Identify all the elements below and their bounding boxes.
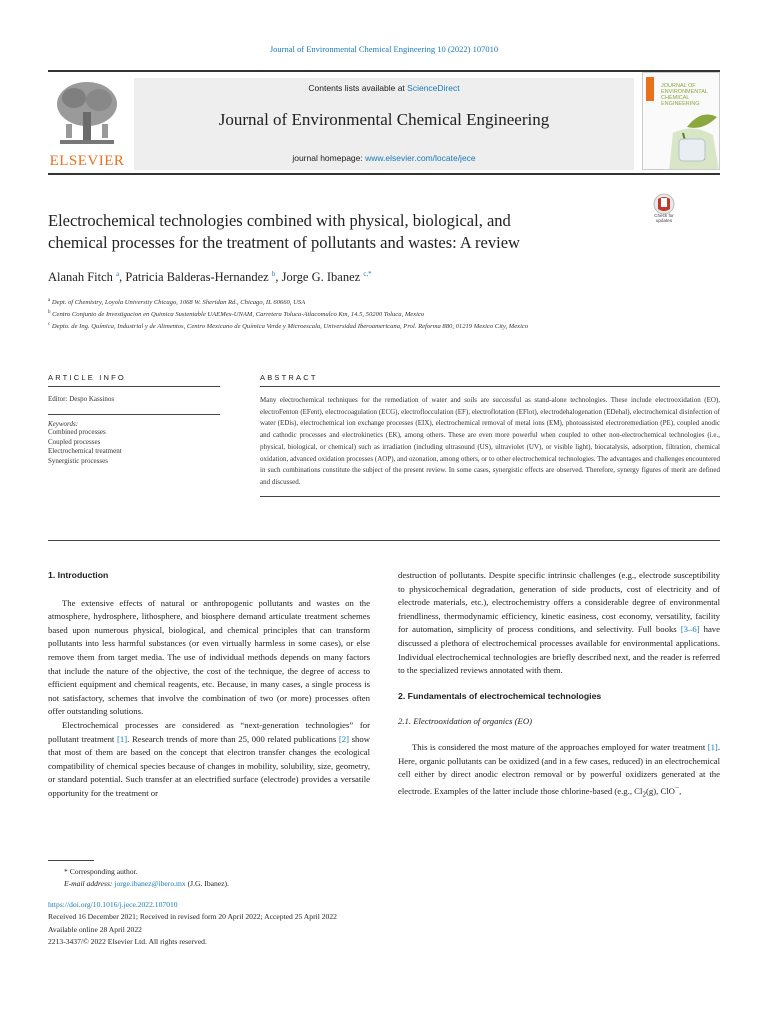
abstract-section [260, 386, 720, 497]
citation-link[interactable]: [3–6] [680, 624, 700, 635]
email-link[interactable]: jorge.ibanez@ibero.mx [114, 879, 186, 889]
keyword-item: Synergistic processes [48, 456, 108, 465]
sciencedirect-link[interactable]: ScienceDirect [407, 83, 460, 93]
article-info-label: ARTICLE INFO [48, 373, 126, 382]
keyword-item: Combined processes [48, 428, 106, 436]
affiliation-item: $^a$ Dept. of Chemistry, Loyola University Chicago, 1068 W. Sheridan Rd., Chicago, IL 60660, USA [48, 298, 306, 307]
author-affil-marker[interactable]: b [271, 270, 276, 278]
cover-title: JOURNAL OF ENVIRONMENTAL CHEMICAL ENGINEERING [661, 83, 708, 107]
citation-link[interactable]: [1] [116, 733, 128, 744]
abstract-label: ABSTRACT [260, 373, 318, 382]
check-for-updates-label[interactable]: Check for updates [654, 213, 674, 223]
doi-link[interactable]: https://doi.org/10.1016/j.jece.2022.107010 [48, 900, 178, 909]
footnotes [48, 866, 448, 891]
available-online: Available online 28 April 2022 [48, 924, 142, 934]
body-paragraph: Electrochemical processes are considered as “next-generation technologies” for pollutant treatment [1]. Research trends of more than 25, 000 related publications [2] show that most of them are based on the concept that electron transfer changes the ecological compatibility of chemical species because of changes in mobility, solubility, size, geometry, or standard potential. Such transfer at an electrified surface (electrode) provides a versatile opportunity for the treatment or [48, 719, 370, 798]
journal-banner [134, 78, 634, 170]
masthead-rule [48, 173, 720, 175]
affiliation-item: $^c$ Depto. de Ing. Química, Industrial y de Alimentos, Centro Mexicano de Química Verde y Microescala, Universidad Iberoamericana, Prol. Reforma 880, 01219 Mexico City, Mexico [48, 322, 529, 331]
author-affil-marker[interactable]: c,* [363, 270, 372, 278]
elsevier-wordmark: ELSEVIER [49, 153, 125, 169]
keyword-item: Electrochemical treatment [48, 447, 122, 455]
author-name[interactable]: Jorge G. Ibanez [281, 270, 361, 285]
homepage-link[interactable]: www.elsevier.com/locate/jece [365, 153, 476, 163]
masthead [48, 70, 720, 170]
author-name[interactable]: Alanah Fitch [48, 270, 113, 285]
homepage-line: journal homepage: www.elsevier.com/locate/jece [292, 153, 476, 163]
section-heading-introduction: 1. Introduction [48, 570, 109, 580]
author-list: Alanah Fitch $^a$, Patricia Balderas-Hernandez $^b$, Jorge G. Ibanez $^{c,*}$ [48, 270, 372, 285]
citation-link[interactable]: [1] [707, 741, 718, 752]
keyword-item: Coupled processes [48, 437, 101, 446]
elsevier-logo[interactable] [48, 78, 126, 170]
body-paragraph: destruction of pollutants. Despite specific intrinsic challenges (e.g., electrode susceptibility to physicochemical degradation, generation of side products, cost of electricity and of electrode materials, etc.), electrochemistry offers a considerable degree of environmental friendliness, thermodynamic efficiency, kinetic easiness, cost economy, versatility, facility for automation, simplicity of process conditions, and selectivity. Full books [3–6] have discussed a plethora of electrochemical processes available for environmental applications. Individual electrochemical technologies are briefly described next, and the reader is referred to the specialized reviews annotated with them. [398, 570, 720, 676]
editor-line: Editor: Despo Kassinos [48, 387, 220, 415]
body-paragraph: This is considered the most mature of the approaches employed for water treatment [1]. Here, organic pollutants can be oxidized (and in a few cases, reduced) in an electrochemical cell either by direct anodic electron removal or by powerful oxidizers generated at the electrode. Examples of the latter include those chlorine-based (e.g., $Cl_2(g)$, ClO−, [398, 741, 720, 799]
footnote-rule [48, 860, 94, 861]
body-right-column [398, 569, 720, 802]
article-metadata [48, 899, 548, 949]
affiliation-item: $^b$ Centro Conjunto de Investigacion en Quimica Sustentable UAEMex-UNAM, Carretera Toluca-Atlacomulco Km, 14.5, 50200 Toluca, Mexico [48, 310, 425, 319]
section-heading-fundamentals: 2. Fundamentals of electrochemical technologies [398, 690, 602, 701]
body-left-column [48, 569, 370, 801]
elsevier-tree-icon [54, 78, 120, 150]
journal-cover-thumbnail[interactable] [642, 72, 720, 170]
received-dates: Received 16 December 2021; Received in revised form 20 April 2022; Accepted 25 April 2022 [48, 912, 337, 922]
article-info [48, 386, 220, 466]
author-name[interactable]: Patricia Balderas-Hernandez [125, 270, 269, 285]
affiliations [48, 296, 638, 333]
corresponding-author-note: * Corresponding author. [64, 867, 138, 876]
contents-line: Contents lists available at ScienceDirect [308, 83, 460, 93]
keywords-heading: Keywords: [48, 420, 79, 428]
abstract-text: Many electrochemical techniques for the remediation of water and soils are successful as stand-alone technologies. These include electrooxidation (EO), electroFenton (EFent), electrocoagulation (ECG), electroflocculation (EF), electroflotation (EFlot), electrodehalogenation (EDehal), electrochemical disinfection of water (EDis), electrochemical ion exchange processes (EIX), electrochemical removal of metal ions (EM), photoassisted electroremediation (PE), coupled anodic and cathodic processes and electrokinetics (EK), among others. These are even more powerful when coupled to other non-electrochemical technologies (i.e., physical, biological, or chemical) such as irradiation (including ultrasound (US), ultraviolet (UV), or visible light), biocatalysis, adsorption, filtration, chemical oxidation, advanced oxidation processes (AOP), and ozonation, among others, or to other electrochemical technologies. The advantages and challenges encountered in such combinations constitute the subject of the present review. In some cases, synergistic effects are observed. Therefore, synergy figures of merit are defined and discussed. [260, 396, 720, 486]
subsection-heading-eo: 2.1. Electrooxidation of organics (EO) [398, 716, 532, 727]
email-note: E-mail address: jorge.ibanez@ibero.mx (J.G. Ibanez). [64, 879, 229, 889]
citation-link[interactable]: [2] [338, 733, 349, 744]
article-title: Electrochemical technologies combined with physical, biological, and chemical processes for the treatment of pollutants and wastes: A review [48, 211, 520, 252]
journal-title: Journal of Environmental Chemical Engineering [218, 110, 550, 129]
copyright: 2213-3437/© 2022 Elsevier Ltd. All rights reserved. [48, 937, 207, 947]
journal-reference[interactable]: Journal of Environmental Chemical Engineering 10 (2022) 107010 [269, 44, 499, 54]
author-affil-marker[interactable]: a [116, 270, 120, 278]
body-paragraph: The extensive effects of natural or anthropogenic pollutants and wastes on the atmosphere, hydrosphere, lithosphere, and biosphere demand articulate treatment schemes based upon numerous physical, biological, and chemical principles that can transform pollutants into less harmful substances (or even virtually harmless in some cases), or else remove them from target media. The use of individual methods depends on many factors that include the nature of the objective, the cost of the technique, the degree of access to efficient equipment and chemical reagents, etc. Because, in many cases, a single process is not satisfactory, schemes that involve the combination of two (or more) processes often offer outstanding solutions. [48, 597, 370, 717]
section-divider [48, 540, 720, 541]
